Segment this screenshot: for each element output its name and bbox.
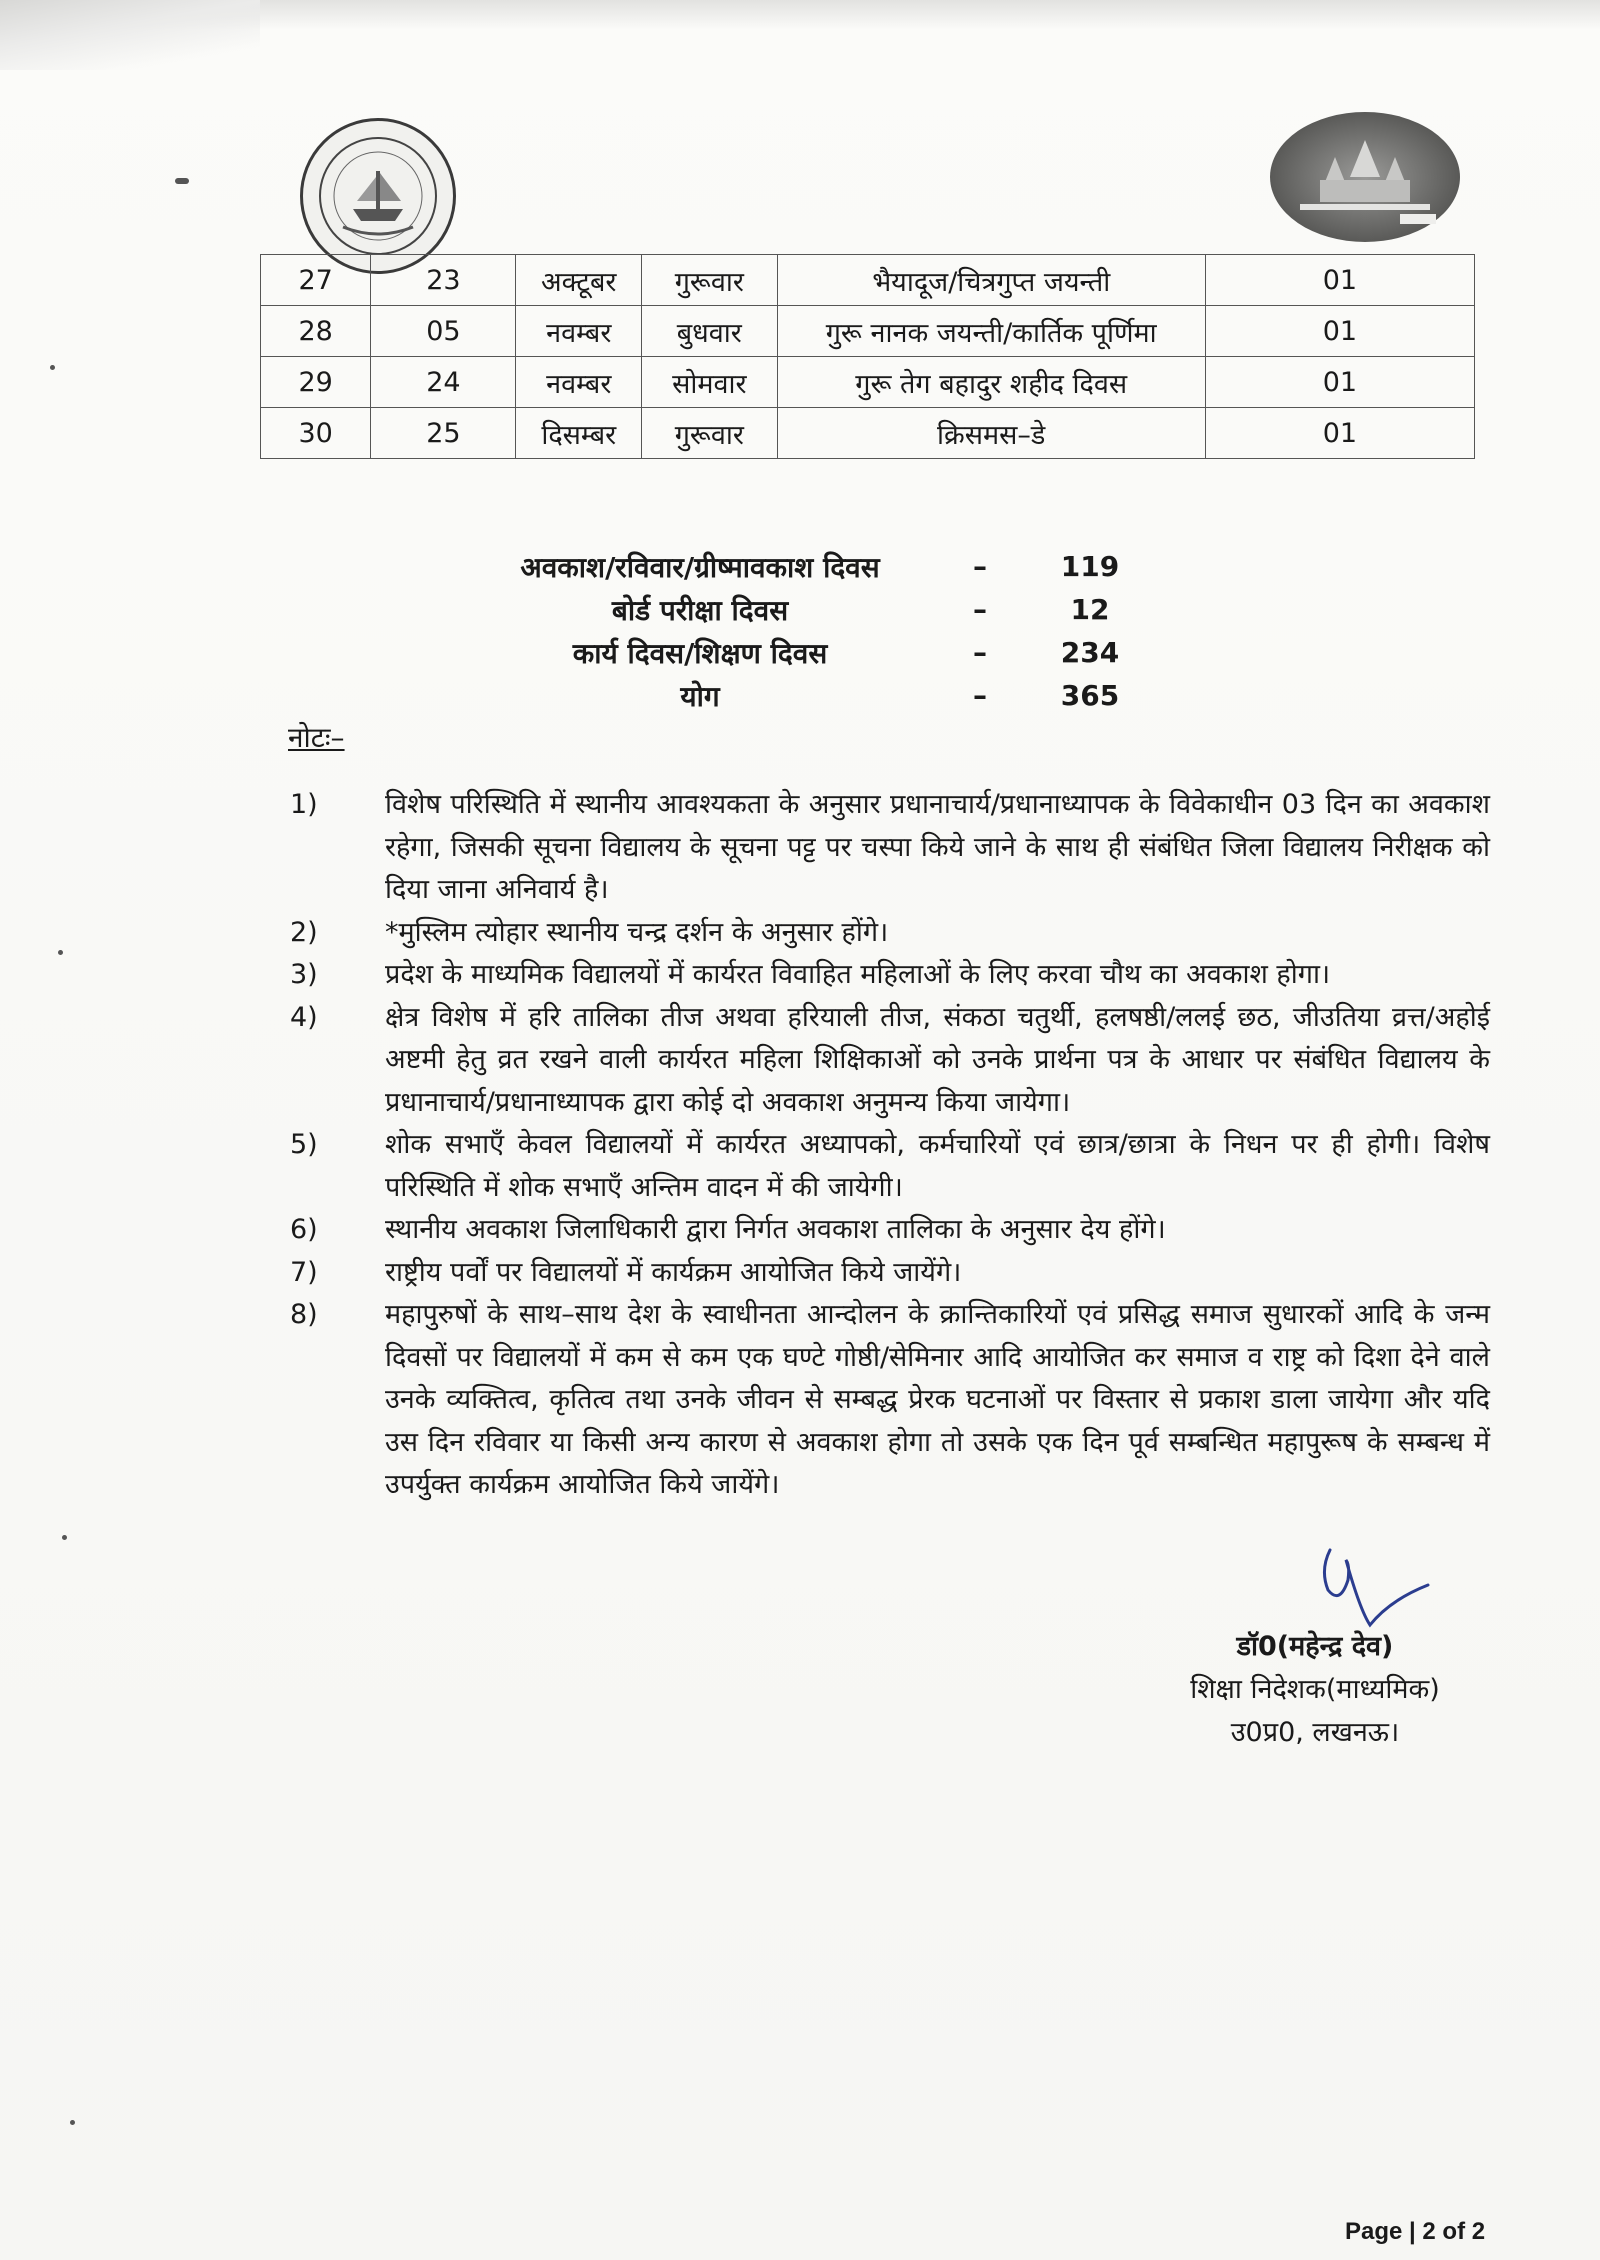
- month-cell: नवम्बर: [516, 306, 642, 357]
- summary-dash: –: [973, 679, 987, 712]
- kumbh-temple-icon: [1270, 112, 1460, 242]
- day-summary: [480, 545, 1180, 717]
- list-item: [290, 1252, 1490, 1295]
- summary-label: कार्य दिवस/शिक्षण दिवस: [572, 636, 828, 670]
- scan-speck: [175, 178, 189, 184]
- page-fold: [0, 0, 260, 70]
- serial-cell: 27: [261, 255, 371, 306]
- summary-dash: –: [973, 550, 987, 583]
- summary-label: योग: [680, 679, 720, 713]
- note-text: स्थानीय अवकाश जिलाधिकारी द्वारा निर्गत अवकाश तालिका के अनुसार देय होंगे।: [385, 1214, 1166, 1245]
- note-heading: नोटः–: [288, 721, 345, 754]
- summary-row: [480, 631, 1180, 674]
- table-row: [261, 357, 1475, 408]
- scan-speck: [58, 950, 63, 955]
- serial-cell: 29: [261, 357, 371, 408]
- note-text: विशेष परिस्थिति में स्थानीय आवश्यकता के अनुसार प्रधानाचार्य/प्रधानाध्यापक के विवेकाधीन 03 दिन का अवकाश रहेगा, जिसकी सूचना विद्यालय के सूचना पट्ट पर चस्पा किये जाने के साथ ही संबंधित जिला विद्यालय निरीक्षक को दिया जाना अनिवार्य है।: [385, 789, 1490, 905]
- table-row: [261, 255, 1475, 306]
- signatory-location: उ0प्र0, लखनऊ।: [1230, 1717, 1400, 1748]
- table-row: [261, 306, 1475, 357]
- month-cell: अक्टूबर: [516, 255, 642, 306]
- month-cell: दिसम्बर: [516, 408, 642, 459]
- summary-label: अवकाश/रविवार/ग्रीष्मावकाश दिवस: [520, 550, 880, 584]
- date-cell: 24: [371, 357, 516, 408]
- day-count-cell: 01: [1205, 306, 1474, 357]
- summary-value: 234: [1060, 636, 1120, 669]
- holiday-name-cell: गुरू तेग बहादुर शहीद दिवस: [777, 357, 1205, 408]
- list-item: [290, 997, 1490, 1125]
- note-number: 5): [290, 1129, 318, 1160]
- summary-value: 12: [1070, 593, 1110, 626]
- note-text: प्रदेश के माध्यमिक विद्यालयों में कार्यरत विवाहित महिलाओं के लिए करवा चौथ का अवकाश होगा।: [385, 959, 1331, 990]
- holiday-name-cell: क्रिसमस–डे: [777, 408, 1205, 459]
- ship-emblem-icon: [300, 118, 456, 274]
- day-count-cell: 01: [1205, 357, 1474, 408]
- signatory-designation: शिक्षा निदेशक(माध्यमिक): [1190, 1674, 1440, 1705]
- serial-cell: 28: [261, 306, 371, 357]
- note-text: शोक सभाएँ केवल विद्यालयों में कार्यरत अध्यापको, कर्मचारियों एवं छात्र/छात्रा के निधन पर ही होगी। विशेष परिस्थिति में शोक सभाएँ अन्तिम वादन में की जायेगी।: [385, 1129, 1490, 1203]
- note-number: 2): [290, 916, 318, 948]
- holiday-name-cell: भैयादूज/चित्रगुप्त जयन्ती: [777, 255, 1205, 306]
- summary-dash: –: [973, 593, 987, 626]
- date-cell: 23: [371, 255, 516, 306]
- summary-row: [480, 545, 1180, 588]
- scan-speck: [70, 2120, 75, 2125]
- notes-list: [290, 784, 1490, 1507]
- weekday-cell: सोमवार: [642, 357, 778, 408]
- scan-speck: [50, 365, 55, 370]
- note-text: राष्ट्रीय पर्वों पर विद्यालयों में कार्यक्रम आयोजित किये जायेंगे।: [385, 1256, 962, 1288]
- summary-value: 365: [1060, 679, 1120, 712]
- date-cell: 05: [371, 306, 516, 357]
- summary-value: 119: [1060, 550, 1120, 583]
- note-text: महापुरुषों के साथ–साथ देश के स्वाधीनता आन्दोलन के क्रान्तिकारियों एवं प्रसिद्ध समाज सुधारकों आदि के जन्म दिवसों पर विद्यालयों में कम से कम एक घण्टे गोष्ठी/सेमिनार आदि आयोजित कर समाज व राष्ट्र को दिशा देने वाले उनके व्यक्तित्व, कृतित्व तथा उनके जीवन से सम्बद्ध प्रेरक घटनाओं पर विस्तार से प्रकाश डाला जायेगा और यदि उस दिन रविवार या किसी अन्य कारण से अवकाश होगा तो उसके एक दिन पूर्व सम्बन्धित महापुरूष के सम्बन्ध में उपर्युक्त कार्यक्रम आयोजित किये जायेंगे।: [385, 1299, 1490, 1500]
- kumbh-drawing: [1280, 122, 1450, 232]
- list-item: [290, 1209, 1490, 1252]
- table-row: [261, 408, 1475, 459]
- list-item: [290, 1124, 1490, 1209]
- note-number: 4): [290, 1001, 318, 1033]
- date-cell: 25: [371, 408, 516, 459]
- note-text: क्षेत्र विशेष में हरि तालिका तीज अथवा हरियाली तीज, संकठा चतुर्थी, हलषष्ठी/ललई छठ, जीउतिया व्रत्त/अहोई अष्टमी हेतु व्रत रखने वाली कार्यरत महिला शिक्षिकाओं को उनके प्रार्थना पत्र के आधार पर संबंधित विद्यालय के प्रधानाचार्य/प्रधानाध्यापक द्वारा कोई दो अवकाश अनुमन्य किया जायेगा।: [385, 1001, 1490, 1118]
- day-count-cell: 01: [1205, 255, 1474, 306]
- note-number: 8): [290, 1299, 318, 1330]
- summary-row: [480, 588, 1180, 631]
- weekday-cell: गुरूवार: [642, 255, 778, 306]
- holiday-name-cell: गुरू नानक जयन्ती/कार्तिक पूर्णिमा: [777, 306, 1205, 357]
- list-item: [290, 784, 1490, 912]
- list-item: [290, 1294, 1490, 1507]
- weekday-cell: बुधवार: [642, 306, 778, 357]
- list-item: [290, 954, 1490, 997]
- list-item: [290, 912, 1490, 955]
- emblem-drawing: [313, 131, 443, 261]
- note-number: 6): [290, 1214, 318, 1245]
- serial-cell: 30: [261, 408, 371, 459]
- summary-dash: –: [973, 636, 987, 669]
- note-number: 7): [290, 1256, 318, 1288]
- signature-block: [1150, 1625, 1480, 1754]
- note-number: 1): [290, 789, 318, 820]
- scan-speck: [62, 1535, 67, 1540]
- note-number: 3): [290, 959, 318, 990]
- month-cell: नवम्बर: [516, 357, 642, 408]
- summary-row: [480, 674, 1180, 717]
- signatory-name: डॉ0(महेन्द्र देव): [1236, 1631, 1394, 1662]
- page-number: Page | 2 of 2: [1345, 2218, 1486, 2245]
- note-text: *मुस्लिम त्योहार स्थानीय चन्द्र दर्शन के अनुसार होंगे।: [385, 916, 889, 948]
- summary-label: बोर्ड परीक्षा दिवस: [611, 593, 789, 627]
- holiday-table: [260, 254, 1475, 459]
- day-count-cell: 01: [1205, 408, 1474, 459]
- weekday-cell: गुरूवार: [642, 408, 778, 459]
